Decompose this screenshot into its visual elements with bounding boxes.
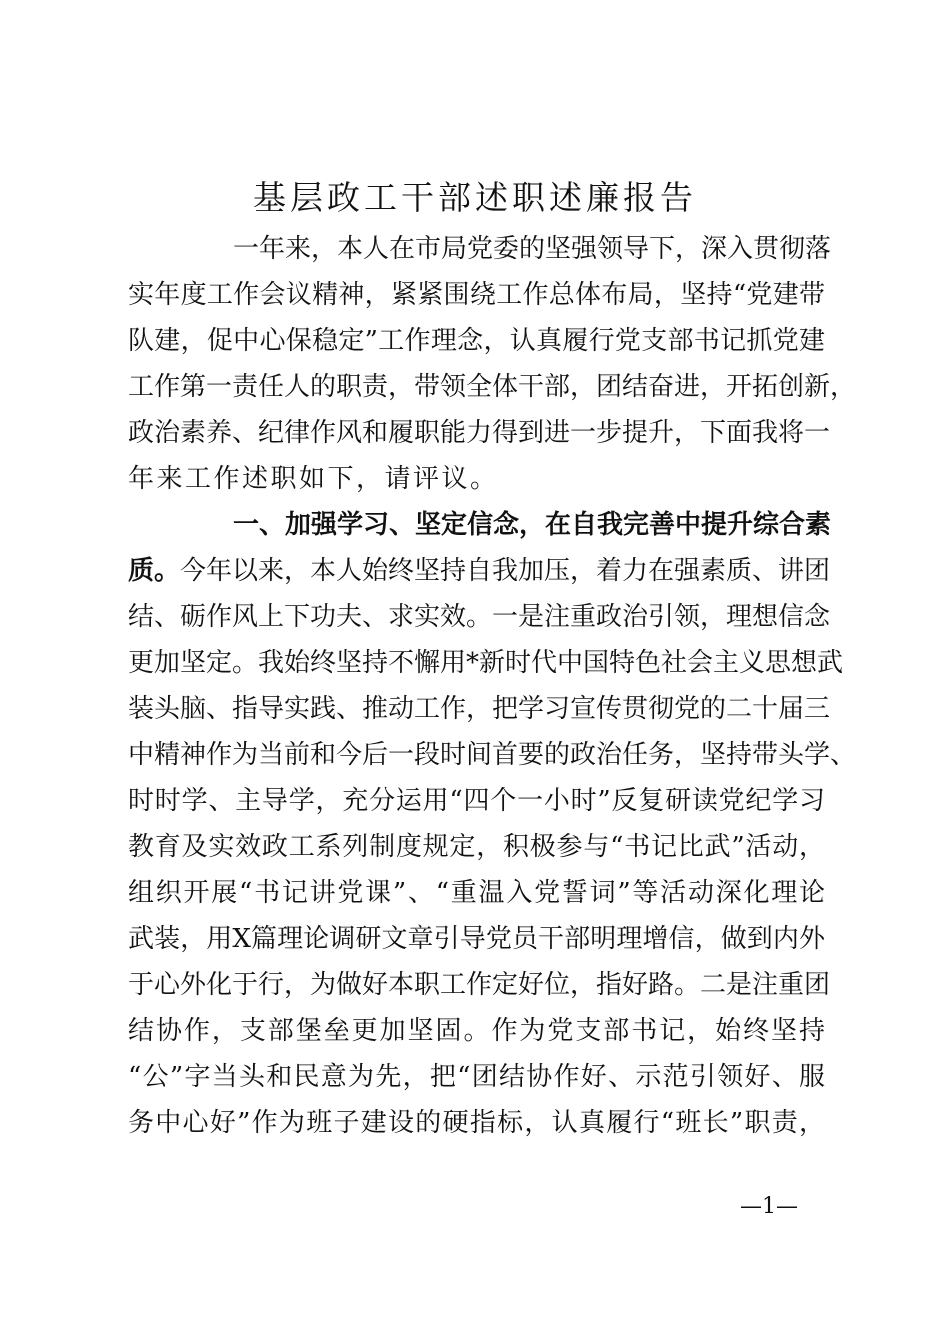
paragraph-2-line-9: 组织开展“书记讲党课”、“重温入党誓词”等活动深化理论 — [128, 878, 825, 908]
paragraph-2-line-14: 务中心好”作为班子建设的硬指标，认真履行“班长”职责， — [128, 1108, 825, 1138]
paragraph-1-line-2: 实年度工作会议精神，紧紧围绕工作总体布局，坚持“党建带 — [128, 280, 825, 310]
paragraph-2-line-7: 时时学、主导学，充分运用“四个一小时”反复研读党纪学习 — [128, 786, 825, 816]
paragraph-2-line-2 — [128, 548, 831, 594]
paragraph-2-line-2-text: 今年以来，本人始终坚持自我加压，着力在强素质、讲团 — [180, 556, 831, 586]
paragraph-2-line-4: 更加坚定。我始终坚持不懈用*新时代中国特色社会主义思想武 — [128, 648, 844, 678]
paragraph-1-line-6: 年来工作述职如下，请评议。 — [128, 464, 499, 494]
paragraph-2-line-6: 中精神作为当前和今后一段时间首要的政治任务，坚持带头学、 — [128, 740, 857, 770]
section-heading-end: 质。 — [128, 556, 181, 586]
paragraph-2-line-12: 结协作，支部堡垒更加坚固。作为党支部书记，始终坚持 — [128, 1016, 825, 1046]
paragraph-1-line-5: 政治素养、纪律作风和履职能力得到进一步提升，下面我将一 — [128, 418, 831, 448]
document-title: 基层政工干部述职述廉报告 — [253, 178, 697, 217]
paragraph-2-line-13: “公”字当头和民意为先，把“团结协作好、示范引领好、服 — [128, 1062, 825, 1092]
paragraph-1-line-1: 一年来，本人在市局党委的坚强领导下，深入贯彻落 — [233, 234, 832, 264]
paragraph-2-line-11: 于心外化于行，为做好本职工作定好位，指好路。二是注重团 — [128, 970, 831, 1000]
section-heading-line-1: 一、加强学习、坚定信念，在自我完善中提升综合素 — [233, 510, 832, 540]
page-number: —1— — [740, 1194, 798, 1219]
paragraph-1-line-4: 工作第一责任人的职责，带领全体干部，团结奋进，开拓创新， — [128, 372, 857, 402]
paragraph-2-line-10: 武装，用X篇理论调研文章引导党员干部明理增信，做到内外 — [128, 924, 825, 954]
paragraph-2-line-3: 结、砺作风上下功夫、求实效。一是注重政治引领，理想信念 — [128, 602, 831, 632]
paragraph-2-line-8: 教育及实效政工系列制度规定，积极参与“书记比武”活动， — [128, 832, 825, 862]
paragraph-2-line-5: 装头脑、指导实践、推动工作，把学习宣传贯彻党的二十届三 — [128, 694, 831, 724]
paragraph-1-line-3: 队建，促中心保稳定”工作理念，认真履行党支部书记抓党建 — [128, 326, 825, 356]
